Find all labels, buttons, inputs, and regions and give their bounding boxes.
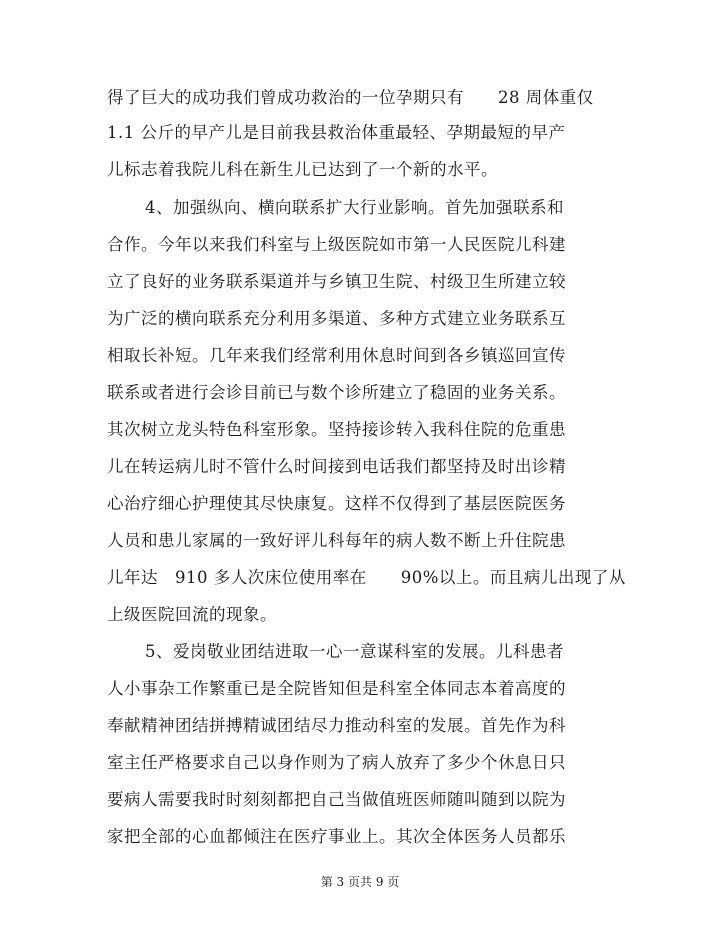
text-line-8: 相取长补短。几年来我们经常利用休息时间到各乡镇巡回宣传 [107, 346, 566, 365]
text-line-4: 4、加强纵向、横向联系扩大行业影响。首先加强联系和 [145, 198, 564, 217]
text-line-3: 儿标志着我院儿科在新生儿已达到了一个新的水平。 [107, 160, 498, 179]
text-line-21: 家把全部的心血都倾注在医疗事业上。其次全体医务人员都乐 [107, 827, 566, 846]
text-line-14: 儿年达 910 多人次床位使用率在 90%以上。而且病儿出现了从 [107, 568, 626, 587]
text-line-19: 室主任严格要求自己以身作则为了病人放弃了多少个休息日只 [107, 753, 566, 772]
text-line-18: 奉献精神团结拼搏精诚团结尽力推动科室的发展。首先作为科 [107, 716, 566, 735]
text-line-9: 联系或者进行会诊目前已与数个诊所建立了稳固的业务关系。 [107, 383, 566, 402]
text-line-13: 人员和患儿家属的一致好评儿科每年的病人数不断上升住院患 [107, 531, 566, 550]
text-line-1: 得了巨大的成功我们曾成功救治的一位孕期只有 28 周体重仅 [107, 88, 594, 107]
text-line-6: 立了良好的业务联系渠道并与乡镇卫生院、村级卫生所建立较 [107, 272, 566, 291]
page-number-footer: 第 3 页共 9 页 [320, 875, 400, 889]
text-line-20: 要病人需要我时时刻刻都把自己当做值班医师随叫随到以院为 [107, 790, 566, 809]
text-line-15: 上级医院回流的现象。 [107, 605, 277, 624]
text-line-11: 儿在转运病儿时不管什么时间接到电话我们都坚持及时出诊精 [107, 457, 566, 476]
text-line-12: 心治疗细心护理使其尽快康复。这样不仅得到了基层医院医务 [107, 494, 566, 513]
text-line-16: 5、爱岗敬业团结进取一心一意谋科室的发展。儿科患者 [145, 642, 564, 661]
text-line-2: 1.1 公斤的早产儿是目前我县救治体重最轻、孕期最短的早产 [107, 123, 566, 142]
text-line-7: 为广泛的横向联系充分利用多渠道、多种方式建立业务联系互 [107, 309, 566, 328]
text-line-10: 其次树立龙头特色科室形象。坚持接诊转入我科住院的危重患 [107, 420, 566, 439]
text-line-5: 合作。今年以来我们科室与上级医院如市第一人民医院儿科建 [107, 235, 566, 254]
text-line-17: 人小事杂工作繁重已是全院皆知但是科室全体同志本着高度的 [107, 679, 566, 698]
